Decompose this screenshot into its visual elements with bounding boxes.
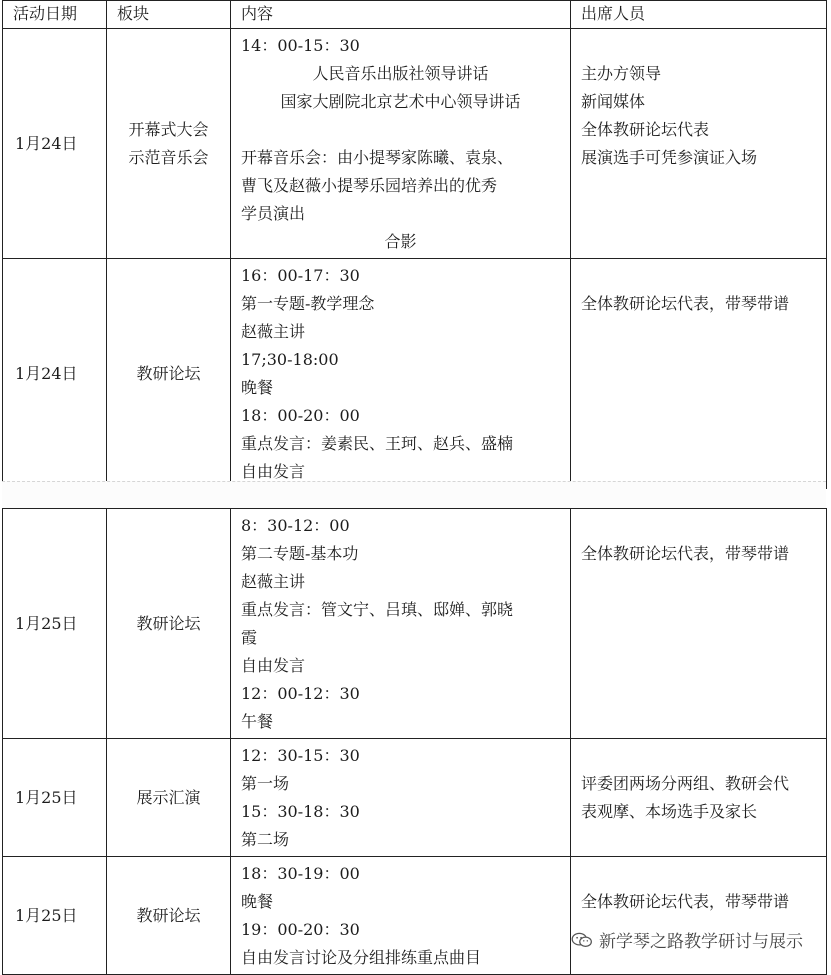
cell-line: 自由发言: [241, 462, 306, 481]
cell-line: 重点发言：管文宁、吕瑱、邸婵、郭晓: [241, 600, 514, 619]
cell-line: 18：00-20：00: [241, 406, 360, 425]
content-cell: [231, 509, 571, 739]
cell-line: 午餐: [241, 712, 274, 731]
block-cell: [107, 259, 231, 489]
cell-line: 展演选手可凭参演证入场: [581, 148, 758, 167]
date-cell: [3, 739, 107, 857]
date-cell: [3, 509, 107, 739]
header-block: 板块: [107, 1, 231, 29]
cell-line: 19：00-20：30: [241, 920, 360, 939]
attendees-cell: [571, 739, 827, 857]
schedule-table-2: [2, 508, 827, 975]
cell-line: 曹飞及赵薇小提琴乐园培养出的优秀: [241, 176, 498, 195]
attendees-cell: [571, 29, 827, 259]
schedule-row: [3, 29, 827, 259]
cell-line: 12：00-12：30: [241, 684, 360, 703]
cell-line: 开幕音乐会：由小提琴家陈曦、袁泉、: [241, 148, 514, 167]
date-text: 1月25日: [15, 788, 78, 807]
date-cell: [3, 857, 107, 975]
schedule-table-1: [2, 0, 827, 489]
header-attendees: 出席人员: [571, 1, 827, 29]
cell-line: 教研论坛: [136, 614, 201, 633]
date-text: 1月24日: [15, 134, 78, 153]
cell-line: 14：00-15：30: [241, 36, 360, 55]
cell-line: 教研论坛: [136, 364, 201, 383]
block-cell: [107, 29, 231, 259]
cell-line: 15：30-18：30: [241, 802, 360, 821]
cell-line: 评委团两场分两组、教研会代: [581, 774, 790, 793]
cell-line: 12：30-15：30: [241, 746, 360, 765]
schedule-row: [3, 509, 827, 739]
cell-line: 17;30-18:00: [241, 350, 339, 369]
cell-line: 第一专题-教学理念: [241, 294, 375, 313]
attendees-cell: [571, 259, 827, 489]
date-cell: [3, 259, 107, 489]
date-text: 1月24日: [15, 364, 78, 383]
date-cell: [3, 29, 107, 259]
cell-line: 第二专题-基本功: [241, 544, 359, 563]
cell-line: 16：00-17：30: [241, 266, 360, 285]
header-date: 活动日期: [3, 1, 107, 29]
wechat-icon: [571, 932, 593, 948]
watermark-text: 新学琴之路教学研讨与展示: [599, 932, 803, 952]
cell-line: 新闻媒体: [581, 92, 646, 111]
cell-line: 自由发言: [241, 656, 306, 675]
cell-line: 人民音乐出版社领导讲话: [312, 64, 489, 83]
cell-line: 主办方领导: [581, 64, 662, 83]
attendees-cell: [571, 509, 827, 739]
cell-line: 8：30-12：00: [241, 516, 350, 535]
schedule-row: [3, 259, 827, 489]
block-cell: [107, 509, 231, 739]
cell-line: 全体教研论坛代表，带琴带谱: [581, 544, 790, 563]
date-text: 1月25日: [15, 614, 78, 633]
header-content: 内容: [231, 1, 571, 29]
cell-line: 全体教研论坛代表: [581, 120, 710, 139]
cell-line: 第二场: [241, 830, 290, 849]
cell-line: 晚餐: [241, 378, 274, 397]
cell-line: 教研论坛: [136, 906, 201, 925]
schedule-row: [3, 739, 827, 857]
cell-line: 表观摩、本场选手及家长: [581, 802, 758, 821]
cell-line: 开幕式大会: [128, 120, 209, 139]
content-cell: [231, 29, 571, 259]
cell-line: 全体教研论坛代表，带琴带谱: [581, 294, 790, 313]
cell-line: 全体教研论坛代表，带琴带谱: [581, 892, 790, 911]
schedule-row: [3, 857, 827, 975]
date-text: 1月25日: [15, 906, 78, 925]
cell-line: 霞: [241, 628, 258, 647]
block-cell: [107, 739, 231, 857]
cell-line: 重点发言：姜素民、王珂、赵兵、盛楠: [241, 434, 514, 453]
cell-line: [241, 116, 560, 144]
table-header-row: [3, 1, 827, 29]
cell-line: 学员演出: [241, 204, 306, 223]
watermark: [571, 927, 803, 952]
cell-line: 第一场: [241, 774, 290, 793]
content-cell: [231, 857, 571, 975]
table-gap: [2, 481, 826, 509]
content-cell: [231, 739, 571, 857]
block-cell: [107, 857, 231, 975]
attendees-cell: [571, 857, 827, 975]
cell-line: 展示汇演: [136, 788, 201, 807]
cell-line: 赵薇主讲: [241, 322, 306, 341]
cell-line: 国家大剧院北京艺术中心领导讲话: [280, 92, 521, 111]
cell-line: 晚餐: [241, 892, 274, 911]
cell-line: 自由发言讨论及分组排练重点曲目: [241, 948, 482, 967]
cell-line: 合影: [384, 232, 417, 251]
cell-line: 示范音乐会: [128, 148, 209, 167]
content-cell: [231, 259, 571, 489]
cell-line: 赵薇主讲: [241, 572, 306, 591]
cell-line: 18：30-19：00: [241, 864, 360, 883]
